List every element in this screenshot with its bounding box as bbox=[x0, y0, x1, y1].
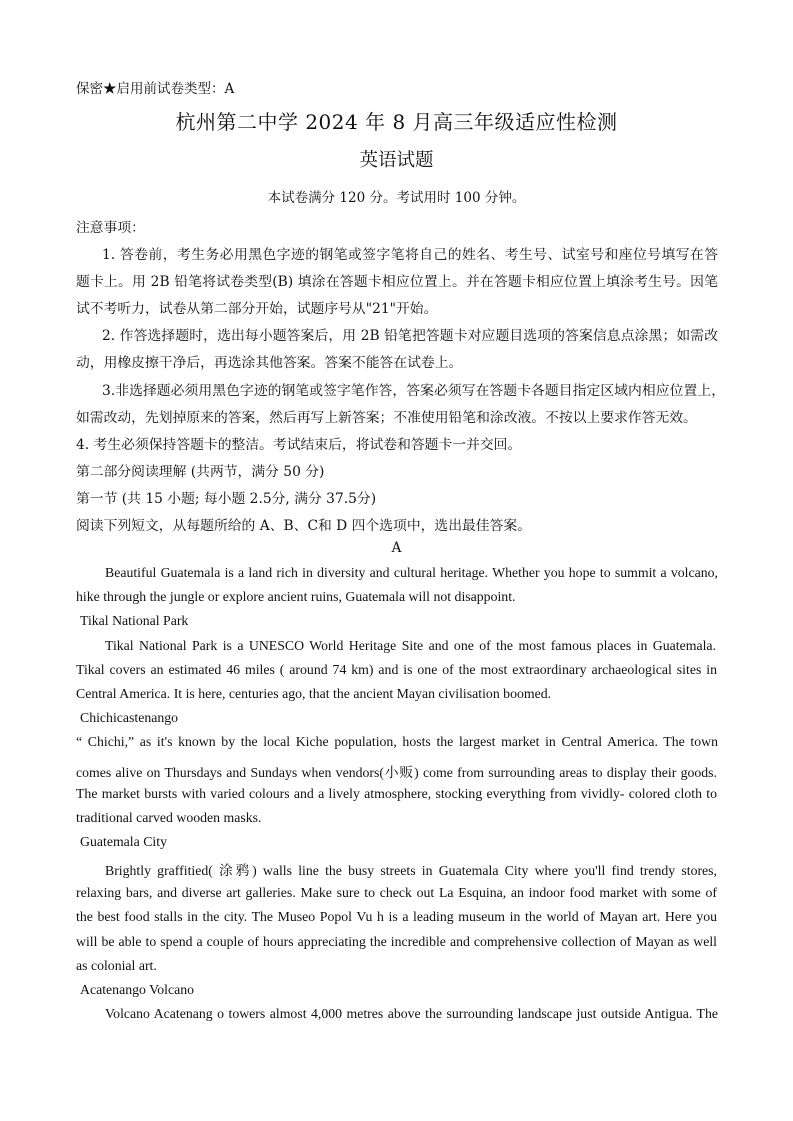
subject-title: 英语试题 bbox=[359, 150, 434, 171]
tikal-line-2: Tikal covers an estimated 46 miles ( around 74 km) and is one of the most extraordinary archaeological sites in bbox=[76, 662, 717, 677]
part-two-title: 第二部分阅读理解 (共两节，满分 50 分) bbox=[76, 464, 325, 480]
section-one-title: 第一节 (共 15 小题; 每小题 2.5分, 满分 37.5分) bbox=[76, 491, 377, 507]
note-1-line-3: 试不考听力，试卷从第二部分开始，试题序号从"21"开始。 bbox=[76, 301, 438, 317]
reading-instruction: 阅读下列短文，从每题所给的 A、B、C和 D 四个选项中，选出最佳答案。 bbox=[76, 518, 531, 534]
heading-chichicastenango: Chichicastenango bbox=[80, 710, 179, 725]
tikal-line-3: Central America. It is here, centuries ago, that the ancient Mayan civilisation boomed. bbox=[76, 686, 552, 701]
chichi-line-2: comes alive on Thursdays and Sundays when vendors(小贩) come from surrounding areas to display their goods. bbox=[76, 765, 717, 780]
exam-title: 杭州第二中学 2024 年 8 月高三年级适应性检测 bbox=[175, 110, 618, 134]
chichi-line-4: traditional carved wooden masks. bbox=[76, 810, 262, 825]
note-1-line-1: 1. 答卷前，考生务必用黑色字迹的钢笔或签字笔将自己的姓名、考生号、试室号和座位号填写在答 bbox=[102, 247, 718, 263]
volcano-line-1: Volcano Acatenang o towers almost 4,000 metres above the surrounding landscape just outside Antigua. The bbox=[105, 1006, 718, 1021]
note-1-line-2: 题卡上。用 2B 铅笔将试卷类型(B) 填涂在答题卡相应位置上。并在答题卡相应位置上填涂考生号。因笔 bbox=[76, 274, 718, 290]
note-3-line-2: 如需改动，先划掉原来的答案，然后再写上新答案；不准使用铅笔和涂改液。不按以上要求作答无效。 bbox=[76, 410, 697, 426]
city-line-5: as colonial art. bbox=[76, 958, 157, 973]
exam-info: 本试卷满分 120 分。考试用时 100 分钟。 bbox=[267, 190, 526, 206]
chichi-line-1: “ Chichi,” as it's known by the local Kiche population, hosts the largest market in Central America. The town bbox=[76, 734, 718, 749]
notes-heading: 注意事项： bbox=[76, 220, 145, 236]
heading-acatenango: Acatenango Volcano bbox=[80, 982, 195, 997]
passage-label: A bbox=[391, 540, 402, 556]
city-line-2: relaxing bars, and diverse art galleries. Make sure to check out La Esquina, an indoor food market with some of bbox=[76, 885, 717, 900]
note-2-line-1: 2. 作答选择题时，选出每小题答案后，用 2B 铅笔把答题卡对应题目选项的答案信息点涂黑；如需改 bbox=[102, 328, 718, 344]
confidential-label: 保密★启用前试卷类型：A bbox=[76, 81, 235, 97]
intro-line-1: Beautiful Guatemala is a land rich in diversity and cultural heritage. Whether you hope to summit a volcano, bbox=[105, 565, 718, 580]
note-4: 4. 考生必须保持答题卡的整洁。考试结束后，将试卷和答题卡一并交回。 bbox=[76, 437, 522, 453]
chichi-line-3: The market bursts with varied colours and a lively atmosphere, stocking everything from vividly- colored cloth to bbox=[76, 786, 717, 801]
heading-guatemala-city: Guatemala City bbox=[80, 834, 167, 849]
city-line-4: will be able to spend a couple of hours appreciating the incredible and comprehensive collection of Mayan as well bbox=[76, 934, 717, 949]
heading-tikal: Tikal National Park bbox=[80, 613, 189, 628]
city-line-3: the best food stalls in the city. The Museo Popol Vu h is a leading museum in the world of Mayan art. Here you bbox=[76, 909, 717, 924]
intro-line-2: hike through the jungle or explore ancient ruins, Guatemala will not disappoint. bbox=[76, 589, 516, 604]
tikal-line-1: Tikal National Park is a UNESCO World Heritage Site and one of the most famous places in Guatemala. bbox=[105, 638, 716, 653]
note-3-line-1: 3.非选择题必须用黑色字迹的钢笔或签字笔作答，答案必须写在答题卡各题目指定区域内相应位置上， bbox=[102, 383, 725, 399]
city-line-1: Brightly graffitied( 涂鸦) walls line the busy streets in Guatemala City where you'll find trendy stores, bbox=[105, 863, 717, 878]
note-2-line-2: 动，用橡皮擦干净后，再选涂其他答案。答案不能答在试卷上。 bbox=[76, 355, 463, 371]
